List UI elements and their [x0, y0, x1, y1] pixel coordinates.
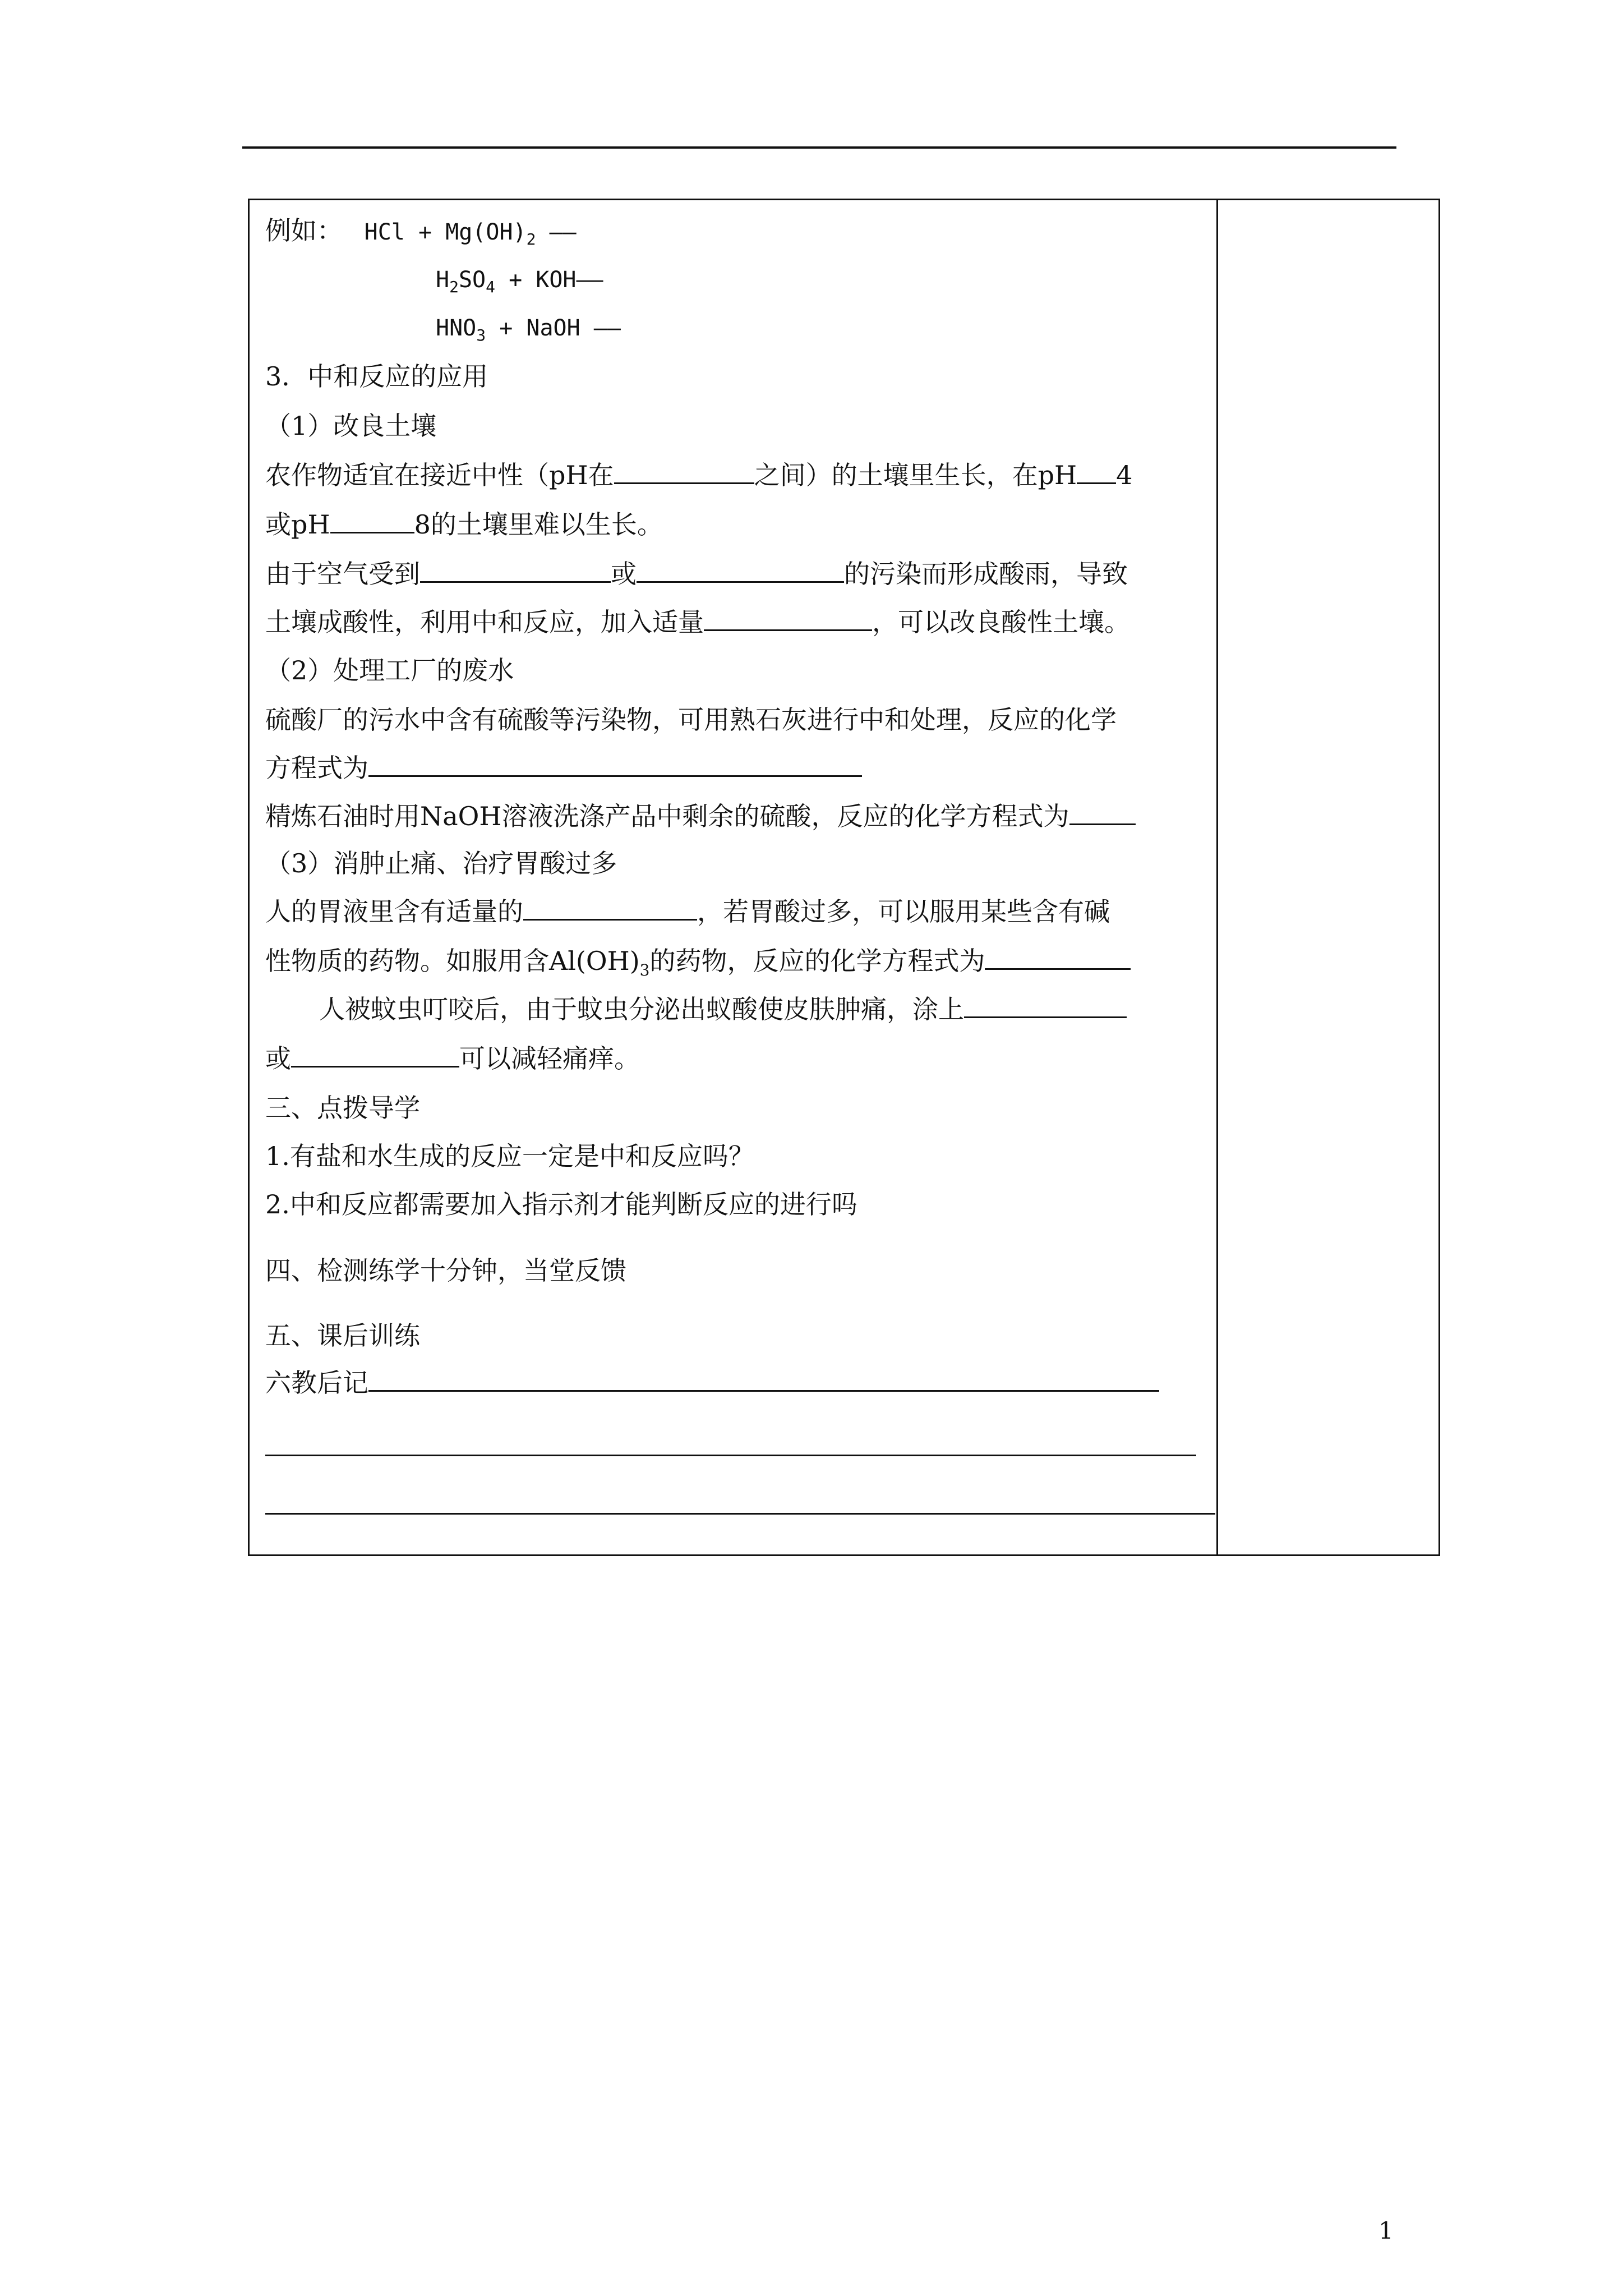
- soil-line-3-a: 由于空气受到: [265, 559, 420, 589]
- equation-3-subscript: 3: [476, 326, 486, 344]
- soil-line-4-b: ，可以改良酸性土壤。: [872, 607, 1130, 637]
- page-number: 1: [1378, 2217, 1394, 2244]
- part-3-title: 三、点拨导学: [265, 1093, 420, 1123]
- remedy-2-blank[interactable]: [291, 1043, 459, 1068]
- part-4-title: 四、检测练学十分钟，当堂反馈: [265, 1255, 626, 1286]
- soil-line-3-b: 或: [611, 559, 637, 589]
- soil-line-3: [265, 558, 1128, 590]
- part-5-title: 五、课后训练: [265, 1320, 420, 1351]
- question-2: 2.中和反应都需要加入指示剂才能判断反应的进行吗: [265, 1189, 857, 1220]
- ph-high-blank[interactable]: [330, 509, 414, 533]
- part-6-title: 六教后记: [265, 1368, 368, 1398]
- stomach-line-2-a: 性物质的药物。如服用含Al(OH): [265, 946, 640, 976]
- wastewater-line-2-a: 方程式为: [265, 753, 368, 783]
- lesson-table: [248, 199, 1440, 1556]
- remedy-1-blank[interactable]: [964, 994, 1127, 1018]
- insect-line-1-a: 人被蚊虫叮咬后，由于蚊虫分泌出蚁酸使皮肤肿痛，涂上: [319, 994, 964, 1024]
- insect-line-2-a: 或: [265, 1043, 291, 1074]
- equation-blank-3[interactable]: [985, 946, 1131, 970]
- insect-line-1: [319, 993, 1127, 1025]
- stomach-line-2: [265, 945, 1131, 980]
- equation-3-tail: + NaOH ——: [486, 315, 621, 341]
- soil-line-2-a: 或pH: [265, 509, 330, 540]
- ph-range-blank[interactable]: [614, 460, 754, 484]
- insect-line-2-b: 可以减轻痛痒。: [459, 1043, 640, 1074]
- amendment-blank[interactable]: [704, 607, 872, 631]
- pollutant-1-blank[interactable]: [420, 559, 611, 583]
- stomach-line-2-subscript: 3: [639, 961, 650, 980]
- reflection-rule-2: [265, 1513, 1215, 1515]
- equation-1-tail: ——: [536, 219, 577, 245]
- equation-3: [436, 312, 621, 344]
- soil-line-2-b: 8的土壤里难以生长。: [414, 509, 663, 540]
- equation-blank-1[interactable]: [368, 753, 862, 777]
- subsection-3-title: （3）消肿止痛、治疗胃酸过多: [265, 848, 617, 878]
- soil-line-3-c: 的污染而形成酸雨，导致: [844, 559, 1128, 589]
- wastewater-line-3: [265, 800, 1136, 832]
- subsection-1-title: （1）改良土壤: [265, 411, 437, 441]
- equation-2-tail: + KOH——: [495, 267, 603, 293]
- section-3-title: 3．中和反应的应用: [265, 361, 488, 392]
- soil-line-1-a: 农作物适宜在接近中性（pH在: [265, 460, 614, 490]
- stomach-line-1-a: 人的胃液里含有适量的: [265, 896, 523, 927]
- equation-2-subscript-2: 4: [486, 278, 495, 296]
- wastewater-line-1: 硫酸厂的污水中含有硫酸等污染物，可用熟石灰进行中和处理，反应的化学: [265, 705, 1117, 735]
- wastewater-line-2: [265, 752, 862, 784]
- stomach-acid-blank[interactable]: [523, 896, 697, 921]
- equation-1-text: HCl + Mg(OH): [364, 219, 527, 245]
- soil-line-1-b: 之间）的土壤里生长，在pH: [754, 460, 1077, 490]
- soil-line-4: [265, 606, 1130, 638]
- equation-2-part-a: H: [436, 267, 450, 293]
- column-divider: [1216, 200, 1218, 1554]
- stomach-line-2-b: 的药物，反应的化学方程式为: [649, 946, 985, 976]
- soil-line-4-a: 土壤成酸性，利用中和反应，加入适量: [265, 607, 704, 637]
- soil-line-1: [265, 459, 1132, 491]
- equation-3-part-a: HNO: [436, 315, 477, 341]
- stomach-line-1: [265, 896, 1110, 927]
- equation-2-subscript-1: 2: [449, 278, 459, 296]
- question-1: 1.有盐和水生成的反应一定是中和反应吗？: [265, 1141, 754, 1171]
- stomach-line-1-b: ，若胃酸过多，可以服用某些含有碱: [697, 896, 1110, 927]
- equation-blank-2[interactable]: [1069, 801, 1136, 825]
- subsection-2-title: （2）处理工厂的废水: [265, 655, 514, 685]
- equation-2-part-b: SO: [458, 267, 486, 293]
- part-6-line: [265, 1367, 1159, 1398]
- pollutant-2-blank[interactable]: [637, 559, 844, 583]
- equation-1: [364, 219, 577, 249]
- soil-line-1-c: 4: [1116, 460, 1133, 490]
- reflection-rule-1: [265, 1455, 1196, 1456]
- equation-2: [436, 264, 603, 296]
- reflection-blank[interactable]: [368, 1368, 1159, 1392]
- soil-line-2: [265, 509, 663, 540]
- example-line-1: [265, 215, 577, 248]
- ph-low-blank[interactable]: [1077, 460, 1116, 484]
- equation-1-subscript: 2: [526, 230, 536, 249]
- insect-line-2: [265, 1043, 640, 1074]
- header-rule: [242, 146, 1396, 149]
- wastewater-line-3-a: 精炼石油时用NaOH溶液洗涤产品中剩余的硫酸，反应的化学方程式为: [265, 801, 1069, 831]
- example-label: 例如：: [265, 215, 343, 246]
